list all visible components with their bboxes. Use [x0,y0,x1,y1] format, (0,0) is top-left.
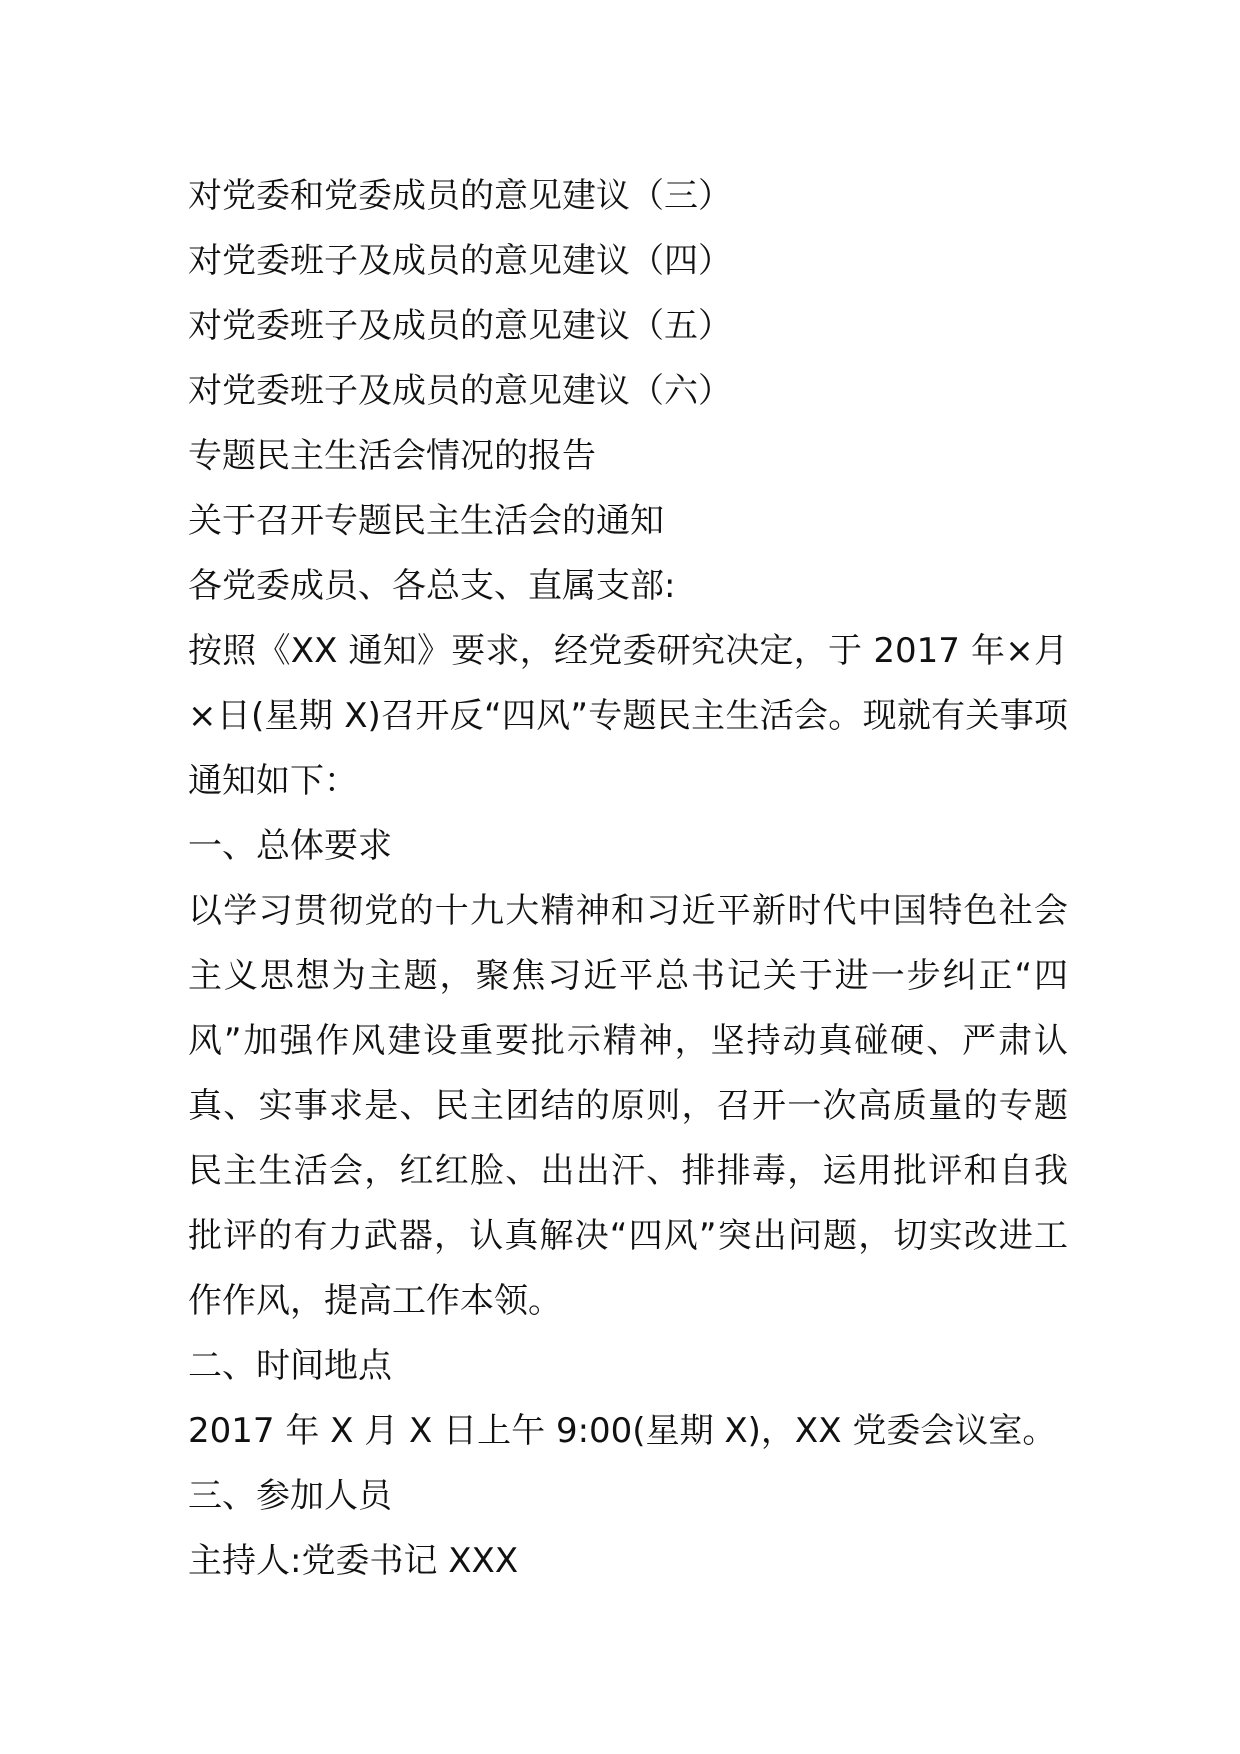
notice-title: 关于召开专题民主生活会的通知 [188,501,664,541]
toc-item-report: 专题民主生活会情况的报告 [188,436,596,476]
section-2-text: 2017 年 X 月 X 日上午 9:00(星期 X)，XX 党委会议室。 [188,1411,1057,1451]
toc-item-4: 对党委班子及成员的意见建议（四） [188,241,732,281]
notice-addressee: 各党委成员、各总支、直属支部: [188,566,676,606]
section-1-heading: 一、总体要求 [188,826,392,866]
host-line: 主持人:党委书记 XXX [188,1541,519,1581]
notice-intro-paragraph: 按照《XX 通知》要求，经党委研究决定，于 2017 年×月×日(星期 X)召开反“四风”专题民主生活会。现就有关事项通知如下： [188,631,1068,801]
toc-item-6: 对党委班子及成员的意见建议（六） [188,371,732,411]
toc-item-3: 对党委和党委成员的意见建议（三） [188,176,732,216]
section-3-heading: 三、参加人员 [188,1476,392,1516]
section-1-paragraph: 以学习贯彻党的十九大精神和习近平新时代中国特色社会主义思想为主题，聚焦习近平总书记关于进一步纠正“四风”加强作风建设重要批示精神，坚持动真碰硬、严肃认真、实事求是、民主团结的原则，召开一次高质量的专题民主生活会，红红脸、出出汗、排排毒，运用批评和自我批评的有力武器，认真解决“四风”突出问题，切实改进工作作风，提高工作本领。 [188,891,1068,1321]
section-2-heading: 二、时间地点 [188,1346,392,1386]
toc-item-5: 对党委班子及成员的意见建议（五） [188,306,732,346]
document-body [188,164,1068,1594]
